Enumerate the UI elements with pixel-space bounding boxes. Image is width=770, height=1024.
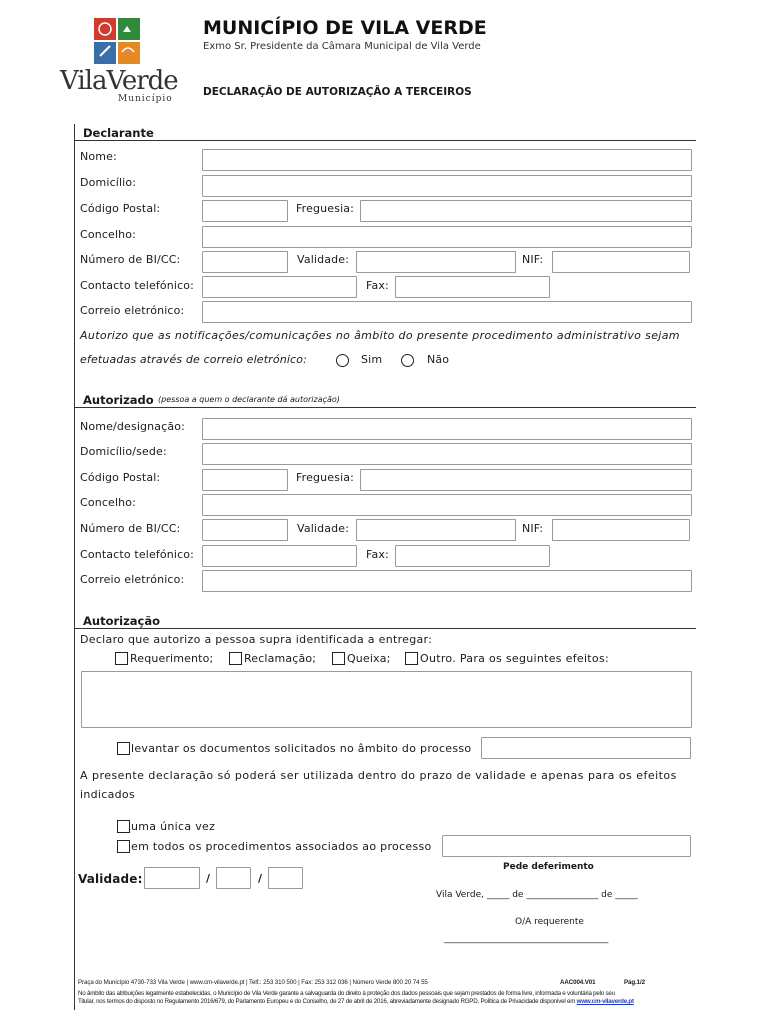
label-email: Correio eletrónico: xyxy=(80,304,185,317)
label-concelho: Concelho: xyxy=(80,496,137,509)
autorizado-email-input[interactable] xyxy=(202,570,692,592)
label-fax: Fax: xyxy=(366,548,389,561)
logo-emblem-icon xyxy=(94,18,140,64)
label-freguesia: Freguesia: xyxy=(296,202,355,215)
section-title-declarante: Declarante xyxy=(83,126,154,140)
processo-todos-input[interactable] xyxy=(442,835,691,857)
notification-consent-text-2: efetuadas através de correio eletrónico: xyxy=(80,353,307,366)
label-codigo-postal: Código Postal: xyxy=(80,471,161,484)
section-divider xyxy=(74,140,696,141)
autorizado-freguesia-input[interactable] xyxy=(360,469,692,491)
label-nome-designacao: Nome/designação: xyxy=(80,420,186,433)
levantar-checkbox[interactable] xyxy=(117,742,130,755)
section-divider xyxy=(74,407,696,408)
label-nome: Nome: xyxy=(80,150,117,163)
todos-procedimentos-checkbox[interactable] xyxy=(117,840,130,853)
pede-deferimento: Pede deferimento xyxy=(503,862,594,872)
label-requerimento: Requerimento; xyxy=(130,652,214,665)
declarante-domicilio-input[interactable] xyxy=(202,175,692,197)
requerimento-checkbox[interactable] xyxy=(115,652,128,665)
page-title: MUNICÍPIO DE VILA VERDE xyxy=(203,17,487,39)
validade-dia-input[interactable] xyxy=(144,867,200,889)
label-nao: Não xyxy=(427,353,450,366)
label-nif: NIF: xyxy=(522,253,544,266)
autorizado-nome-input[interactable] xyxy=(202,418,692,440)
footer-privacy-text: No âmbito das atribuições legalmente estabelecidas, o Município de Vila Verde garante a salvaguarda do direito à proteção dos dados pessoais que sejam prestados de forma livre, informada e voluntária pelo seu xyxy=(78,990,615,997)
notification-consent-text: Autorizo que as notificações/comunicações no âmbito do presente procedimento administrativo sejam xyxy=(80,329,680,342)
footer-doc-code: AAC004.V01 xyxy=(560,979,596,986)
autorizado-bi-cc-input[interactable] xyxy=(202,519,288,541)
signature-line: ________________________________________ xyxy=(444,934,609,944)
label-validade: Validade: xyxy=(297,253,350,266)
label-domicilio-sede: Domicílio/sede: xyxy=(80,445,167,458)
municipality-logo xyxy=(60,14,180,106)
recipient-line: Exmo Sr. Presidente da Câmara Municipal de Vila Verde xyxy=(203,41,481,52)
validade-statement: A presente declaração só poderá ser utilizada dentro do prazo de validade e apenas para os efeitos xyxy=(80,769,677,782)
label-domicilio: Domicílio: xyxy=(80,176,137,189)
label-validade: Validade: xyxy=(297,522,350,535)
autorizado-validade-input[interactable] xyxy=(356,519,516,541)
label-bi-cc: Número de BI/CC: xyxy=(80,522,181,535)
autorizado-note: (pessoa a quem o declarante dá autorização) xyxy=(158,395,340,404)
declarante-email-input[interactable] xyxy=(202,301,692,323)
label-nif: NIF: xyxy=(522,522,544,535)
logo-wordmark: VilaVerde xyxy=(60,66,178,96)
footer-address: Praça do Município 4730-733 Vila Verde | www.cm-vilaverde.pt | Telf.: 253 310 500 | Fax: 253 312 036 | Número Verde 800 20 74 55 xyxy=(78,979,428,986)
declarante-nif-input[interactable] xyxy=(552,251,690,273)
label-queixa: Queixa; xyxy=(347,652,391,665)
privacy-policy-link[interactable]: www.cm-vilaverde.pt xyxy=(576,998,634,1005)
label-fax: Fax: xyxy=(366,279,389,292)
label-todos-procedimentos: em todos os procedimentos associados ao processo xyxy=(131,840,432,853)
label-reclamacao: Reclamação; xyxy=(244,652,317,665)
email-consent-nao-radio[interactable] xyxy=(401,354,414,367)
outro-checkbox[interactable] xyxy=(405,652,418,665)
label-codigo-postal: Código Postal: xyxy=(80,202,161,215)
autorizado-contacto-input[interactable] xyxy=(202,545,357,567)
date-separator: / xyxy=(258,872,263,885)
section-divider xyxy=(74,628,696,629)
declarante-fax-input[interactable] xyxy=(395,276,550,298)
validade-mes-input[interactable] xyxy=(216,867,251,889)
outros-efeitos-textarea[interactable] xyxy=(81,671,692,728)
autorizado-concelho-input[interactable] xyxy=(202,494,692,516)
document-title: DECLARAÇÃO DE AUTORIZAÇÃO A TERCEIROS xyxy=(203,86,472,98)
footer-privacy-text-2-body: Titular, nos termos do disposto no Regulamento 2016/679, do Parlamento Europeu e do Conselho, de 27 de abril de 2016, abreviadamente designado RGPD. Política de Privacidade disponível em xyxy=(78,998,576,1005)
label-sim: Sim xyxy=(361,353,383,366)
autorizado-fax-input[interactable] xyxy=(395,545,550,567)
footer-privacy-text-2 xyxy=(78,998,634,1005)
declarante-codigo-postal-input[interactable] xyxy=(202,200,288,222)
local-data-line: Vila Verde, _____ de ________________ de _____ xyxy=(436,890,638,900)
label-contacto: Contacto telefónico: xyxy=(80,279,195,292)
validade-ano-input[interactable] xyxy=(268,867,303,889)
autorizado-domicilio-input[interactable] xyxy=(202,443,692,465)
label-email: Correio eletrónico: xyxy=(80,573,185,586)
declarante-concelho-input[interactable] xyxy=(202,226,692,248)
label-levantar: levantar os documentos solicitados no âmbito do processo xyxy=(131,742,472,755)
uma-vez-checkbox[interactable] xyxy=(117,820,130,833)
queixa-checkbox[interactable] xyxy=(332,652,345,665)
processo-levantar-input[interactable] xyxy=(481,737,691,759)
footer-page-number: Pág.1/2 xyxy=(624,979,645,986)
label-concelho: Concelho: xyxy=(80,228,137,241)
declarante-validade-input[interactable] xyxy=(356,251,516,273)
form-left-border xyxy=(74,124,75,1010)
section-title-autorizado: Autorizado xyxy=(83,393,154,407)
date-separator: / xyxy=(206,872,211,885)
label-freguesia: Freguesia: xyxy=(296,471,355,484)
label-outro: Outro. Para os seguintes efeitos: xyxy=(420,652,609,665)
section-title-autorizacao: Autorização xyxy=(83,614,161,628)
requerente-label: O/A requerente xyxy=(515,917,584,927)
autorizacao-intro: Declaro que autorizo a pessoa supra identificada a entregar: xyxy=(80,633,433,646)
declarante-bi-cc-input[interactable] xyxy=(202,251,288,273)
autorizado-nif-input[interactable] xyxy=(552,519,690,541)
declarante-freguesia-input[interactable] xyxy=(360,200,692,222)
label-bi-cc: Número de BI/CC: xyxy=(80,253,181,266)
logo-wordmark-sub: Município xyxy=(118,94,173,104)
reclamacao-checkbox[interactable] xyxy=(229,652,242,665)
label-contacto: Contacto telefónico: xyxy=(80,548,195,561)
declarante-contacto-input[interactable] xyxy=(202,276,357,298)
email-consent-sim-radio[interactable] xyxy=(336,354,349,367)
label-validade-data: Validade: xyxy=(78,872,143,886)
validade-statement-2: indicados xyxy=(80,788,135,801)
autorizado-codigo-postal-input[interactable] xyxy=(202,469,288,491)
label-uma-vez: uma única vez xyxy=(131,820,216,833)
declarante-nome-input[interactable] xyxy=(202,149,692,171)
